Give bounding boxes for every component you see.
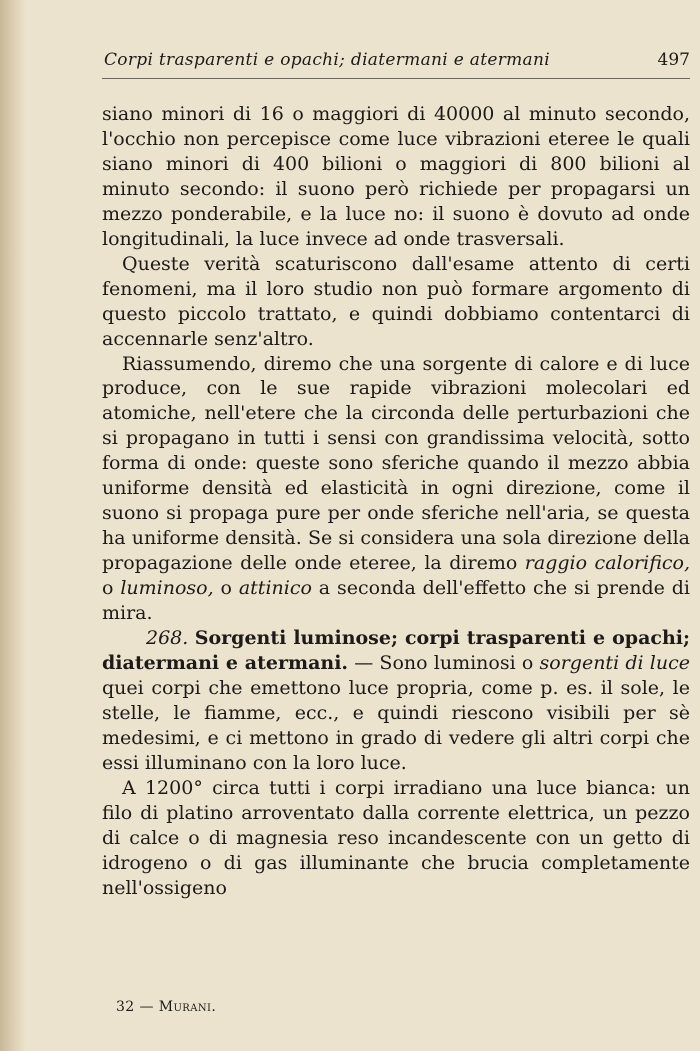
paragraph-3-text-b: o [102,577,114,600]
paragraph-4-text-a: — Sono luminosi o [354,651,534,674]
term-attinico: attinico [238,577,312,600]
paragraph-1: siano minori di 16 o maggiori di 40000 al minuto secondo, l'occhio non percepisce come luce vibrazioni eteree le quali siano minori di 400 bilioni o maggiori di 800 bilioni al minuto secondo: il suono però richiede per propagarsi un mezzo ponderabile, e la luce no: il suono è dovuto ad onde longitudinali, la luce invece ad onde trasversali. [102,103,690,250]
paragraph-3-text-d: a seconda dell'effetto che si prende di mira. [102,577,690,625]
paragraph-4 [102,626,690,776]
section-number: 268. [146,627,189,650]
author-name: Murani. [158,999,217,1015]
page-number: 497 [657,50,690,70]
signature-mark: 32 — [116,999,154,1015]
book-spine-shadow [0,0,26,1051]
paragraph-3-text-c: o [220,577,232,600]
running-title: Corpi trasparenti e opachi; diatermani e atermani [104,50,550,70]
paragraph-4-text-b: quei corpi che emettono luce propria, come p. es. il sole, le stelle, le fiamme, ecc., e quindi riescono visibili per sè medesimi, e ci mettono in grado di vedere gli altri corpi che essi illuminano con la loro luce. [102,676,690,774]
term-raggio-calorifico: raggio calorifico, [524,552,690,575]
running-header [102,44,690,79]
term-luminoso: luminoso, [120,577,214,600]
paragraph-5: A 1200° circa tutti i corpi irradiano una luce bianca: un filo di platino arroventato dalla corrente elettrica, un pezzo di calce o di magnesia reso incandescente con un getto di idrogeno o di gas illuminante che brucia completamente nell'ossigeno [102,776,690,899]
book-page [102,44,690,1044]
paragraph-3 [102,352,690,626]
term-sorgenti-di-luce: sorgenti di luce [539,651,690,674]
section-heading: Sorgenti luminose; corpi trasparenti e opachi; diatermani e atermani. [102,627,690,674]
paragraph-3-text-a: Riassumendo, diremo che una sorgente di calore e di luce produce, con le sue rapide vibrazioni molecolari ed atomiche, nell'etere che la circonda delle perturbazioni che si propagano in tutti i sensi con grandissima velocità, sotto forma di onde: queste sono sferiche quando il mezzo abbia uniforme densità ed elasticità in ogni direzione, come il suono si propaga pure per onde sferiche nell'aria, se questa ha uniforme densità. Se si considera una sola direzione della propagazione delle onde eteree, la diremo [102,352,690,575]
signature-footer [116,999,216,1015]
body-text [102,102,690,901]
paragraph-2: Queste verità scaturiscono dall'esame attento di certi fenomeni, ma il loro studio non può formare argomento di questo piccolo trattato, e quindi dobbiamo contentarci di accennarle senz'altro. [102,252,690,350]
